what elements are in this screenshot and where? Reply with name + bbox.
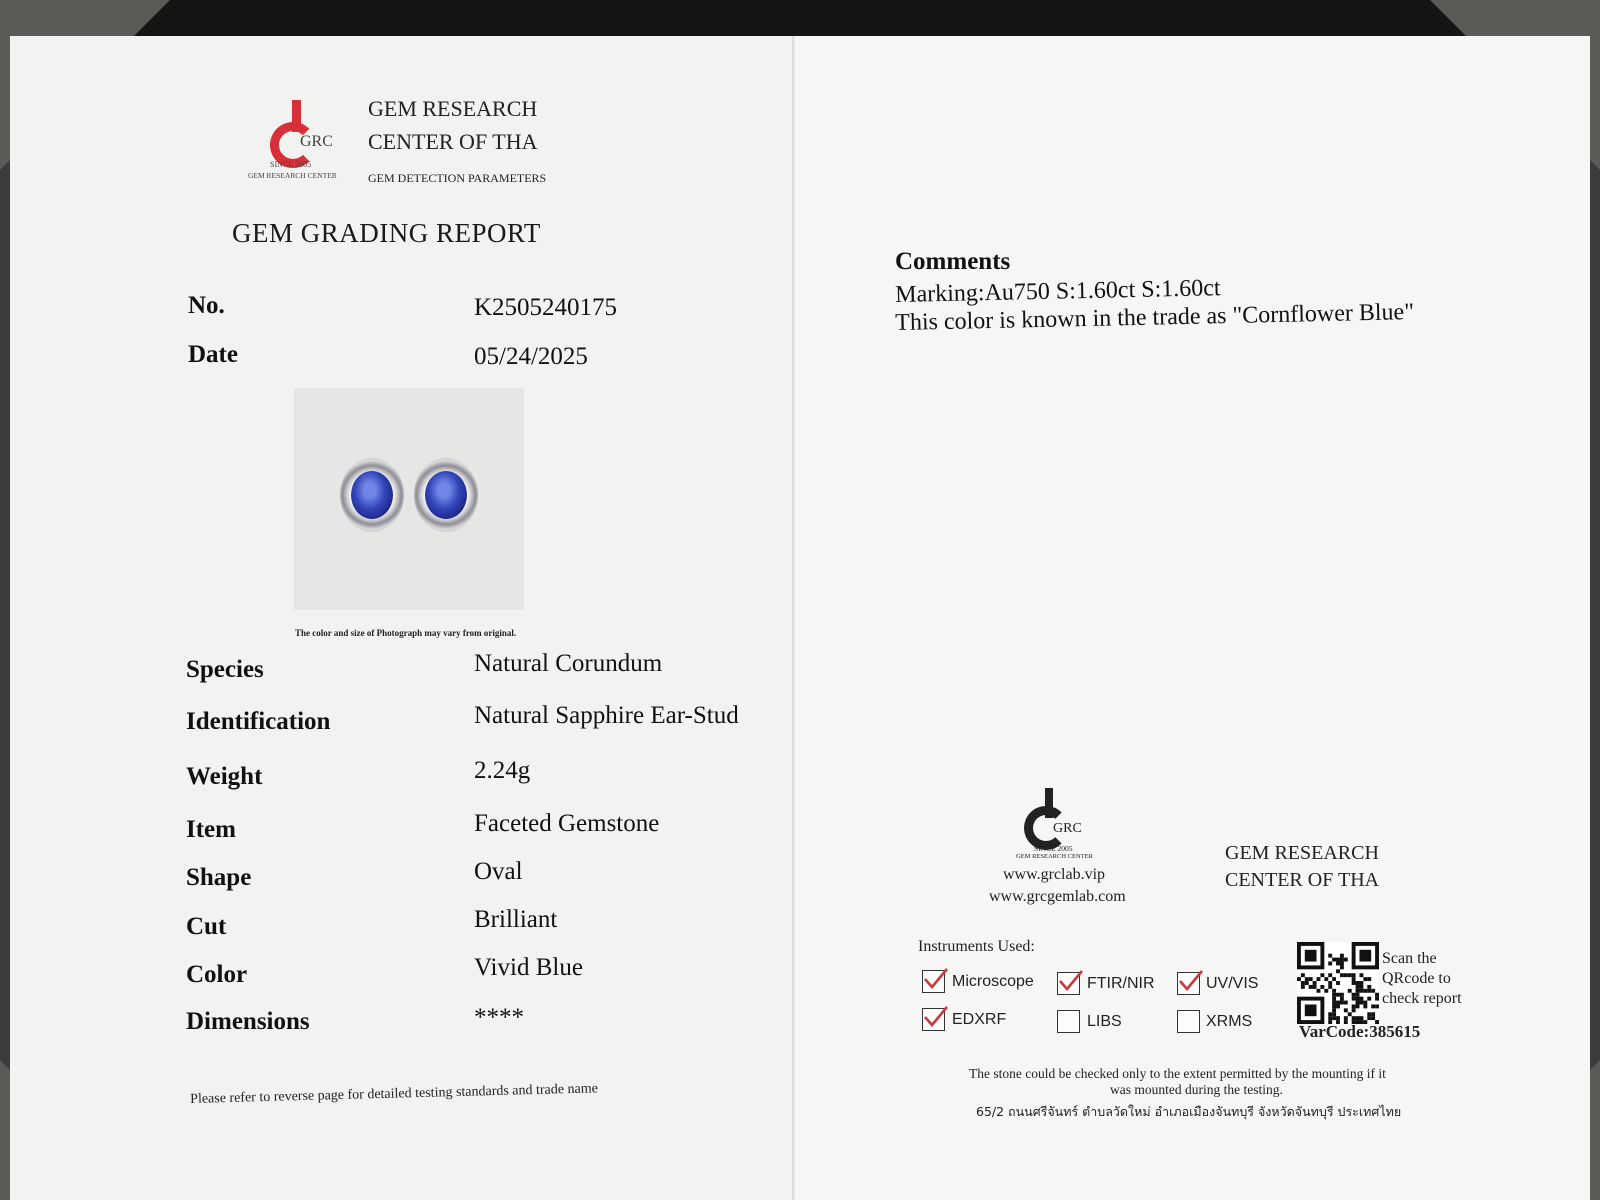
footer-org-line2: CENTER OF THA xyxy=(1225,869,1380,891)
website-2: www.grcgemlab.com xyxy=(989,888,1126,905)
varcode: VarCode:385615 xyxy=(1299,1022,1421,1041)
checkmark-icon xyxy=(921,965,949,993)
comment-line-1: Marking:Au750 S:1.60ct S:1.60ct xyxy=(895,275,1221,308)
checkbox-xrms xyxy=(1177,1010,1200,1033)
instrument-label: FTIR/NIR xyxy=(1087,975,1155,992)
checkbox-uv-vis xyxy=(1177,972,1200,995)
field-label-species: Species xyxy=(186,656,264,683)
field-label-color: Color xyxy=(186,961,248,988)
header-org-line2: CENTER OF THA xyxy=(368,129,538,154)
field-value-item: Faceted Gemstone xyxy=(474,810,660,837)
field-label-dimensions: Dimensions xyxy=(186,1008,310,1035)
report-number-label: No. xyxy=(188,292,225,319)
grc-logo-footer xyxy=(1010,788,1110,868)
field-label-identification: Identification xyxy=(186,708,331,735)
report-date-label: Date xyxy=(188,341,238,368)
field-value-cut: Brilliant xyxy=(474,906,558,933)
qr-code-icon xyxy=(1297,942,1379,1024)
page-title: GEM GRADING REPORT xyxy=(232,218,541,248)
logo-bar xyxy=(292,100,301,132)
field-value-identification: Natural Sapphire Ear-Stud xyxy=(474,702,739,729)
checkmark-icon xyxy=(1056,967,1084,995)
disclaimer-line1: The stone could be checked only to the extent permitted by the mounting if it xyxy=(969,1066,1386,1081)
checkbox-ftir-nir xyxy=(1057,972,1080,995)
checkmark-icon xyxy=(1176,967,1204,995)
disclaimer-line2: was mounted during the testing. xyxy=(1110,1082,1283,1097)
qr-instruction-line3: check report xyxy=(1382,990,1462,1007)
field-value-dimensions: **** xyxy=(474,1004,524,1031)
checkbox-edxrf xyxy=(922,1008,945,1031)
instruments-title: Instruments Used: xyxy=(918,938,1035,955)
field-value-weight: 2.24g xyxy=(474,757,531,784)
logo-since: SINCE 2005 xyxy=(1034,844,1073,853)
field-label-shape: Shape xyxy=(186,864,252,891)
logo-brand: GRC xyxy=(1053,821,1082,836)
lab-address: 65/2 ถนนศรีจันทร์ ตำบลวัดใหม่ อำเภอเมืองจันทบุรี จังหวัดจันทบุรี ประเทศไทย xyxy=(976,1104,1402,1119)
photo-caption: The color and size of Photograph may vary from original. xyxy=(295,628,517,638)
ear-stud-left xyxy=(340,458,404,532)
qr-code xyxy=(1297,942,1379,1024)
checkbox-libs xyxy=(1057,1010,1080,1033)
footer-org-line1: GEM RESEARCH xyxy=(1225,842,1379,864)
logo-since: SINCE 2005 xyxy=(270,160,312,169)
website-1: www.grclab.vip xyxy=(1003,866,1106,883)
report-left-page xyxy=(10,36,795,1200)
field-label-cut: Cut xyxy=(186,913,227,940)
instrument-label: XRMS xyxy=(1206,1013,1253,1030)
instrument-label: EDXRF xyxy=(952,1011,1007,1028)
qr-instruction-line1: Scan the xyxy=(1382,950,1437,967)
field-value-species: Natural Corundum xyxy=(474,650,663,677)
logo-bar xyxy=(1045,788,1053,818)
checkmark-icon xyxy=(921,1003,949,1031)
ear-stud-right xyxy=(414,458,478,532)
comment-line-2: This color is known in the trade as "Cornflower Blue" xyxy=(895,299,1415,336)
gem-photograph xyxy=(294,388,524,610)
instrument-label: LIBS xyxy=(1087,1013,1122,1030)
reverse-page-note: Please refer to reverse page for detailed testing standards and trade name xyxy=(190,1081,599,1107)
logo-org: GEM RESEARCH CENTER xyxy=(248,171,337,180)
field-label-item: Item xyxy=(186,816,236,843)
header-subtitle: GEM DETECTION PARAMETERS xyxy=(368,171,547,185)
field-value-shape: Oval xyxy=(474,858,523,885)
sapphire-right xyxy=(425,471,467,519)
instrument-label: Microscope xyxy=(952,973,1034,990)
sapphire-left xyxy=(351,471,393,519)
field-label-weight: Weight xyxy=(186,763,263,790)
report-number-value: K2505240175 xyxy=(474,294,618,321)
checkbox-microscope xyxy=(922,970,945,993)
qr-instruction-line2: QRcode to xyxy=(1382,970,1451,987)
report-date-value: 05/24/2025 xyxy=(474,343,588,370)
grc-logo xyxy=(248,96,348,196)
instrument-label: UV/VIS xyxy=(1206,975,1259,992)
header-org-line1: GEM RESEARCH xyxy=(368,96,538,121)
field-value-color: Vivid Blue xyxy=(474,954,583,981)
logo-org: GEM RESEARCH CENTER xyxy=(1016,853,1093,860)
logo-brand: GRC xyxy=(300,133,333,150)
comments-title: Comments xyxy=(895,248,1011,275)
report-right-page xyxy=(795,36,1590,1200)
